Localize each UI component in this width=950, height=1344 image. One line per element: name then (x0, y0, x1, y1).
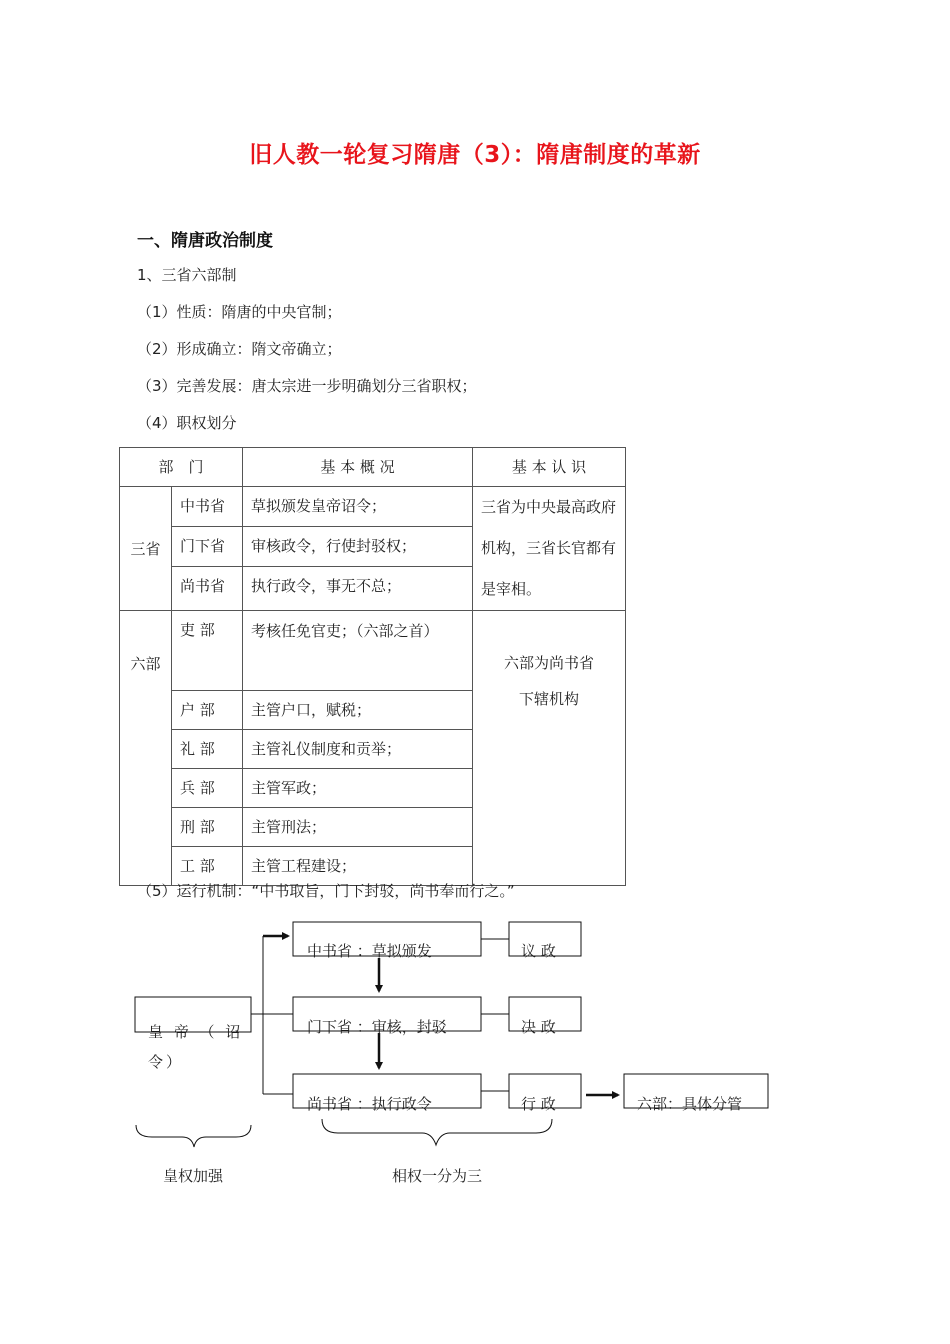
desc-cell: 审核政令，行使封驳权； (243, 526, 473, 566)
header-dept: 部 门 (120, 448, 243, 487)
group-liu-bu: 六部 (120, 611, 172, 886)
desc-cell: 执行政令，事无不总； (243, 566, 473, 610)
shangshu-label: 尚书省 ：执行政令 (307, 1095, 432, 1113)
yizheng-label: 议 政 (521, 942, 556, 960)
point-nature: （1）性质：隋唐的中央官制； (137, 303, 342, 321)
desc-cell: 主管工程建设； (243, 847, 473, 886)
zhongshu-label: 中书省 ：草拟颁发 (307, 942, 432, 960)
header-understanding: 基 本 认 识 (473, 448, 626, 487)
dept-cell: 兵 部 (172, 769, 243, 808)
emperor-label: 皇 帝 （ 诏令） (148, 1023, 244, 1071)
desc-cell: 主管礼仪制度和贡举； (243, 730, 473, 769)
dept-cell: 工 部 (172, 847, 243, 886)
dept-cell: 中书省 (172, 487, 243, 527)
brace-left-label: 皇权加强 (163, 1167, 224, 1185)
brace-right-label: 相权一分为三 (392, 1167, 483, 1185)
point-division: （4）职权划分 (137, 414, 237, 432)
point-develop: （3）完善发展：唐太宗进一步明确划分三省职权； (137, 377, 477, 395)
point-mechanism: （5）运行机制：“中书取旨，门下封驳，尚书奉而行之。” (137, 882, 515, 900)
dept-cell: 户 部 (172, 691, 243, 730)
dept-cell: 吏 部 (172, 611, 243, 691)
header-overview: 基 本 概 况 (243, 448, 473, 487)
desc-cell: 主管军政； (243, 769, 473, 808)
dept-cell: 尚书省 (172, 566, 243, 610)
function-table (119, 447, 626, 886)
xingzheng-label: 行 政 (521, 1095, 556, 1113)
liubu-label: 六部：具体分管 (637, 1095, 743, 1113)
mechanism-diagram (0, 915, 950, 1195)
menxia-label: 门下省 ：审核，封驳 (307, 1018, 447, 1036)
brace-left (136, 1125, 251, 1147)
desc-cell: 草拟颁发皇帝诏令； (243, 487, 473, 527)
desc-cell: 主管刑法； (243, 808, 473, 847)
group-san-sheng: 三省 (120, 487, 172, 611)
dept-cell: 门下省 (172, 526, 243, 566)
liu-bu-note-line2: 下辖机构 (519, 690, 580, 708)
dept-cell: 刑 部 (172, 808, 243, 847)
juezheng-label: 决 政 (521, 1018, 556, 1036)
page-title: 旧人教一轮复习隋唐（3）：隋唐制度的革新 (249, 142, 701, 168)
liu-bu-note (473, 611, 626, 886)
item-heading: 1、三省六部制 (137, 266, 237, 284)
dept-cell: 礼 部 (172, 730, 243, 769)
san-sheng-note: 三省为中央最高政府机构，三省长官都有是宰相。 (473, 487, 626, 611)
desc-cell: 主管户口，赋税； (243, 691, 473, 730)
point-establish: （2）形成确立：隋文帝确立； (137, 340, 342, 358)
section-heading: 一、隋唐政治制度 (137, 231, 273, 251)
desc-cell: 考核任免官吏；（六部之首） (243, 611, 473, 691)
liu-bu-note-line1: 六部为尚书省 (504, 654, 595, 672)
diagram-lines (0, 915, 950, 1195)
brace-right (322, 1119, 552, 1145)
